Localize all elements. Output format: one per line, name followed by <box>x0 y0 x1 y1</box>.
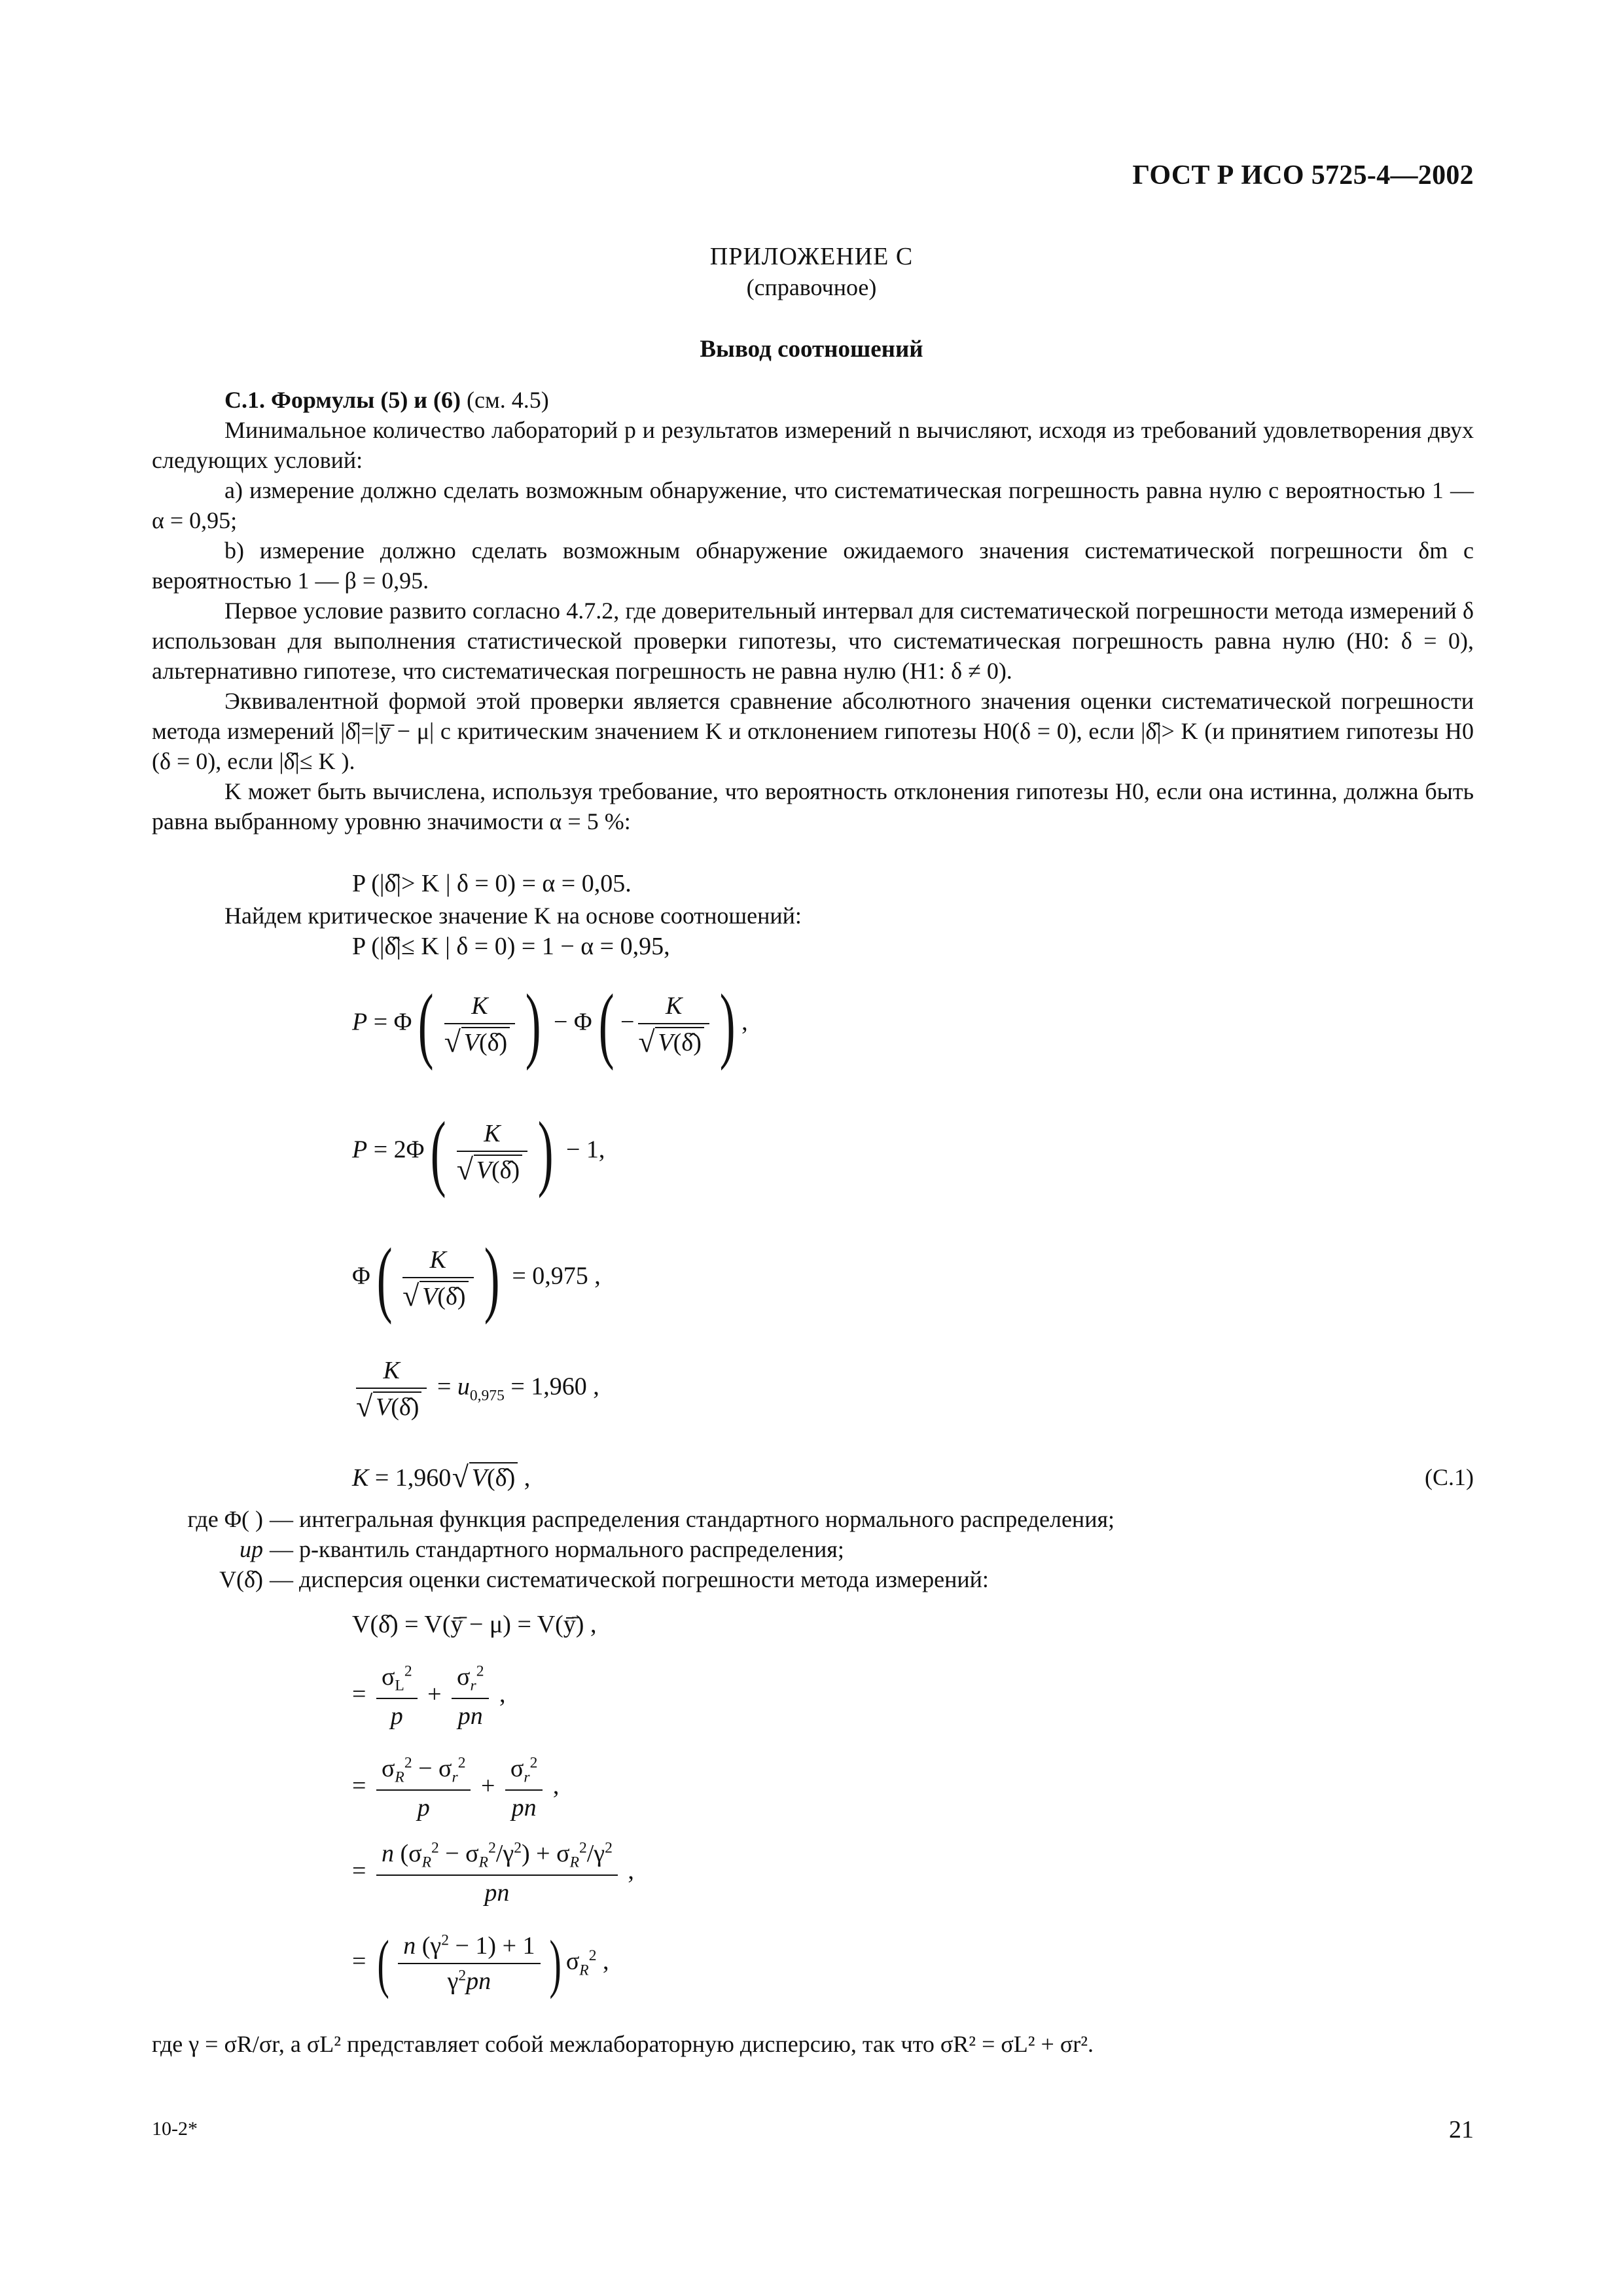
definition-desc: — p-квантиль стандартного нормального распределения; <box>270 1536 844 1562</box>
page-number: 21 <box>1449 2116 1474 2144</box>
paragraph-7: Найдем критическое значение K на основе соотношений: <box>224 903 802 929</box>
definition-row <box>152 1534 1474 1564</box>
equation-7: K = 1,960 √ V(δ̂) , <box>352 1462 530 1492</box>
definition-term: где Φ( ) <box>187 1506 263 1532</box>
definition-desc: — интегральная функция распределения стандартного нормального распределения; <box>270 1506 1115 1532</box>
equation-12: = ( $\frac{n (\gamma^2 - 1) + 1}{\gamma^2pn}$ ) $\sigma_R^2$ , <box>352 1927 609 2000</box>
definition-desc: — дисперсия оценки систематической погрешности метода измерений: <box>270 1566 989 1592</box>
subsection-title: С.1. Формулы (5) и (6) <box>224 387 461 413</box>
paragraph-6: K может быть вычислена, используя требование, что вероятность отклонения гипотезы H0, если она истинна, должна быть равна выбранному уровню значимости α = 5 %: <box>152 778 1474 834</box>
equation-8: V(δ̂) = V(ȳ̄ − μ) = V(ȳ̄) , <box>352 1611 597 1638</box>
paragraph-8: где γ = σR/σr, а σL² представляет собой межлабораторную дисперсию, так что σR² = σL² + σr². <box>152 2031 1094 2057</box>
equation-number: (С.1) <box>1425 1464 1474 1490</box>
equation-3: P = Φ( K √ V(δ̂) ) − Φ( − K √ V(δ̂) ) , <box>352 982 748 1067</box>
document-header: ГОСТ Р ИСО 5725-4—2002 <box>1132 160 1474 190</box>
definition-row <box>152 1564 1474 1594</box>
paragraph-1: Минимальное количество лабораторий p и результатов измерений n вычисляют, исходя из требований удовлетворения двух следующих условий: <box>152 417 1474 473</box>
appendix-title: ПРИЛОЖЕНИЕ С <box>709 243 914 270</box>
subsection-ref: (см. 4.5) <box>467 387 549 413</box>
definitions-list <box>152 1504 1474 1594</box>
definition-term: up <box>240 1536 263 1562</box>
paragraph-7-block <box>152 901 1474 931</box>
paragraph-8-block <box>152 2029 1474 2059</box>
equation-6: K √ V(δ̂) = $u_{0,975} = 1,960$ , <box>352 1356 599 1422</box>
equation-5: Φ( K √ V(δ̂) ) = 0,975 , <box>352 1236 601 1321</box>
equation-11: = $\frac{n (\sigma_R^2 - \sigma_R^2/\gamma^2) + \sigma_R^2/\gamma^2}{pn}$ , <box>352 1839 634 1907</box>
paragraph-3: b) измерение должно сделать возможным обнаружение ожидаемого значения систематической погрешности δm с вероятностью 1 — β = 0,95. <box>152 537 1474 594</box>
footer-sheet-mark: 10-2* <box>152 2118 198 2140</box>
equation-2: P (|δ̂|≤ K | δ = 0) = 1 − α = 0,95, <box>352 933 670 960</box>
paragraph-4: Первое условие развито согласно 4.7.2, где доверительный интервал для систематической погрешности метода измерений δ использован для выполнения статистической проверки гипотезы, что систематическая погрешность равна нулю (H0: δ = 0), альтернативно гипотезе, что систематическая погрешность не равна нулю (H1: δ ≠ 0). <box>152 598 1474 684</box>
equation-4: P = 2Φ( K √ V(δ̂) ) − 1, <box>352 1109 605 1194</box>
equation-9: = $\frac{\sigma_L^2}{p}$ + $\frac{\sigma_r^2}{pn}$ , <box>352 1662 506 1730</box>
definition-row <box>152 1504 1474 1534</box>
definition-term: V(δ̂) <box>219 1566 263 1592</box>
subsection-heading <box>152 385 1474 415</box>
paragraph-2: a) измерение должно сделать возможным обнаружение, что систематическая погрешность равна нулю с вероятностью 1 — α = 0,95; <box>152 477 1474 533</box>
paragraph-5: Эквивалентной формой этой проверки является сравнение абсолютного значения оценки систематической погрешности метода измерений |δ̂|=|ȳ̄ − μ| с критическим значением K и отклонением гипотезы H0(δ = 0), если |δ̂|> K (и принятием гипотезы H0 (δ = 0), если |δ̂|≤ K ). <box>152 688 1474 774</box>
appendix-subtitle: (справочное) <box>746 274 877 300</box>
section-title: Вывод соотношений <box>700 336 923 363</box>
equation-1: P (|δ̂|> K | δ = 0) = α = 0,05. <box>352 870 632 897</box>
equation-10: = $\frac{\sigma_R^2 - \sigma_r^2}{p}$ + $\frac{\sigma_r^2}{pn}$ , <box>352 1754 560 1821</box>
body-text-block <box>152 385 1474 836</box>
